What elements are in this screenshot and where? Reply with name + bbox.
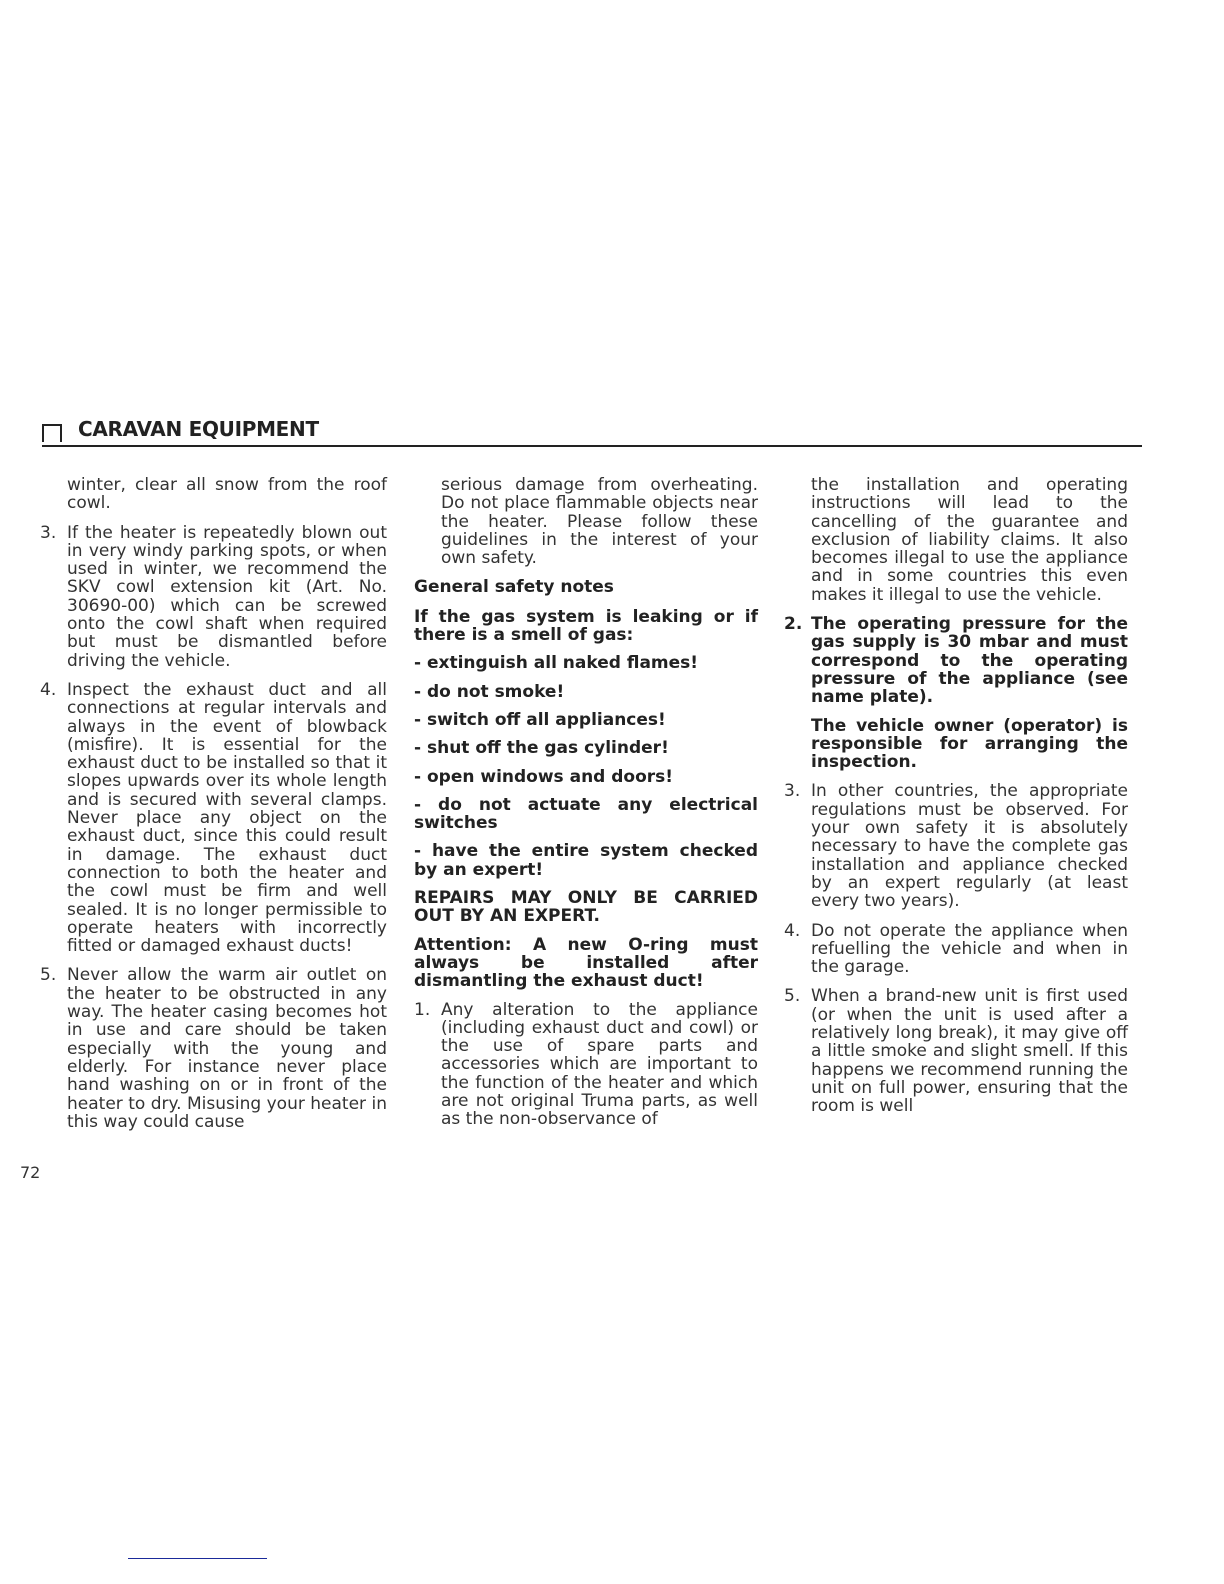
- item-note: The vehicle owner (operator) is responsible for arranging the inspection.: [811, 715, 1128, 773]
- continued-text: the installation and operating instructions will lead to the cancelling of the guarantee and exclusion of liability claims. It also becomes illegal to use the appliance and in some countries this even makes it illegal to use the vehicle.: [811, 475, 1128, 605]
- list-item: [40, 681, 387, 955]
- item-text: Inspect the exhaust duct and all connections at regular intervals and always in the event of blowback (misfire). It is essential for the exhaust duct to be installed so that it slopes upwards over its whole length and is secured with several clamps. Never place any object on the exhaust duct, since this could result in damage. The exhaust duct connection to both the heater and the cowl must be firm and well sealed. It is no longer permissible to operate heaters with incorrectly fitted or damaged exhaust ducts!: [67, 679, 387, 957]
- column-3: [784, 476, 1128, 1127]
- item-number: 1.: [414, 999, 431, 1020]
- list-item: [784, 987, 1128, 1115]
- item-text: Never allow the warm air outlet on the heater to be obstructed in any way. The heater casing becomes hot in use and care should be taken especially with the young and elderly. For instance never place hand washing on or in front of the heater to dry. Misusing your heater in this way could cause: [67, 965, 387, 1132]
- item-number: 4.: [784, 920, 801, 941]
- item-text: If the heater is repeatedly blown out in very windy parking spots, or when used in winter, we recommend the SKV cowl extension kit (Art. No. 30690-00) which can be screwed onto the cowl shaft when required but must be dismantled before driving the vehicle.: [67, 522, 387, 671]
- list-item: [40, 524, 387, 670]
- column-2: [414, 476, 758, 1140]
- attention-note: Attention: A new O-ring must always be installed after dismantling the exhaust duct!: [414, 934, 758, 992]
- list-item: [784, 615, 1128, 771]
- item-text: When a brand-new unit is first used (or when the unit is used after a relatively long break), it may give off a little smoke and slight smell. If this happens we recommend running the unit on full power, ensuring that the room is well: [811, 986, 1128, 1117]
- section-header: [42, 417, 1142, 447]
- safety-bullet: - do not actuate any electrical switches: [414, 794, 758, 834]
- list-item: [40, 966, 387, 1131]
- footnote-divider: [128, 1558, 267, 1559]
- repairs-note: REPAIRS MAY ONLY BE CARRIED OUT BY AN EXPERT.: [414, 888, 758, 927]
- item-number: 4.: [40, 679, 57, 700]
- safety-bullet: - switch off all appliances!: [414, 709, 666, 730]
- section-title: CARAVAN EQUIPMENT: [78, 417, 319, 441]
- safety-heading: General safety notes: [414, 577, 614, 598]
- safety-bullet: - extinguish all naked flames!: [414, 653, 699, 674]
- safety-bullet: - shut off the gas cylinder!: [414, 738, 669, 759]
- safety-bullet: - do not smoke!: [414, 681, 565, 702]
- column-1: [40, 476, 387, 1142]
- safety-bullet: - open windows and doors!: [414, 766, 674, 787]
- gas-leak-heading: If the gas system is leaking or if there is a smell of gas:: [414, 606, 758, 646]
- item-text: Do not operate the appliance when refuelling the vehicle and when in the garage.: [811, 920, 1128, 978]
- item-number: 5.: [784, 986, 801, 1007]
- item-text: Any alteration to the appliance (including exhaust duct and cowl) or the use of spare parts and accessories which are important to the function of the heater and which are not original Truma parts, as well as the non-observance of: [441, 999, 758, 1130]
- page-number: 72: [20, 1163, 41, 1182]
- list-item: [414, 1001, 758, 1129]
- item-number: 3.: [40, 522, 57, 543]
- safety-bullet: - have the entire system checked by an expert!: [414, 841, 758, 880]
- list-item: [784, 922, 1128, 977]
- item-number: 3.: [784, 781, 801, 802]
- continued-text: winter, clear all snow from the roof cowl.: [67, 475, 387, 514]
- list-item: [784, 782, 1128, 910]
- item-number: 2.: [784, 614, 803, 635]
- item-number: 5.: [40, 965, 57, 986]
- item-text: In other countries, the appropriate regulations must be observed. For your own safety it is absolutely necessary to have the complete gas installation and appliance checked by an expert regularly (at least every two years).: [811, 781, 1128, 912]
- checkbox-square-icon: [42, 424, 62, 442]
- item-text: The operating pressure for the gas supply is 30 mbar and must correspond to the operating pressure of the appliance (see name plate).: [811, 614, 1128, 708]
- continued-text: serious damage from overheating. Do not place flammable objects near the heater. Please follow these guidelines in the interest of your own safety.: [441, 475, 758, 569]
